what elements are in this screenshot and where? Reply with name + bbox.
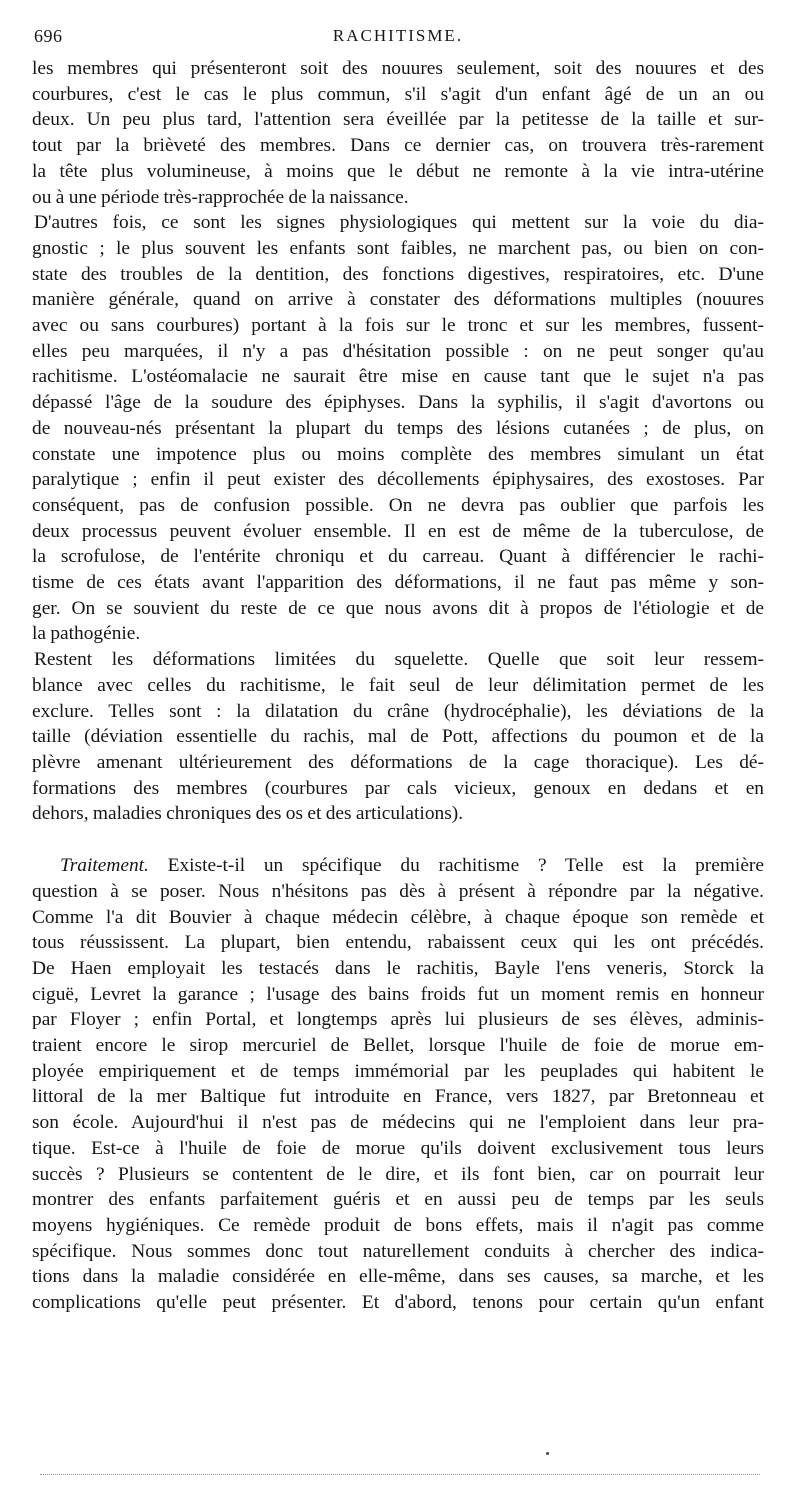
text-line: la pathogénie. bbox=[32, 623, 141, 645]
text-line: ou à une période très-rapprochée de la naissance. bbox=[32, 186, 409, 208]
text-line: De Haen employait les testacés dans le rachitis, Bayle l'ens veneris, Storck la bbox=[32, 957, 764, 979]
text-line: la scrofulose, de l'entérite chroniqu et du carreau. Quant à différencier le rachi- bbox=[32, 546, 764, 568]
text-line: tique. Est-ce à l'huile de foie de morue qu'ils doivent exclusivement tous leurs bbox=[32, 1137, 764, 1159]
page-number: 696 bbox=[34, 26, 63, 46]
book-page bbox=[32, 26, 764, 1316]
paragraph-1 bbox=[32, 56, 764, 210]
page-bottom-rule bbox=[40, 1474, 760, 1475]
text-line: son école. Aujourd'hui il n'est pas de médecins qui ne l'emploient dans leur pra- bbox=[32, 1112, 764, 1134]
text-line: littoral de la mer Baltique fut introduite en France, vers 1827, par Bretonneau et bbox=[32, 1086, 764, 1108]
text-line: plèvre amenant ultérieurement des déformations de la cage thoracique). Les dé- bbox=[32, 751, 764, 773]
text-line: dehors, maladies chroniques des os et des articulations). bbox=[32, 803, 464, 825]
paragraph-3 bbox=[32, 647, 764, 827]
text-line: les membres qui présenteront soit des nouures seulement, soit des nouures et des bbox=[32, 58, 764, 79]
text-line: Comme l'a dit Bouvier à chaque médecin célèbre, à chaque époque son remède et bbox=[32, 906, 764, 928]
text-line: paralytique ; enfin il peut exister des décollements épiphysaires, des exostoses. Par bbox=[32, 469, 764, 491]
text-line: rachitisme. L'ostéomalacie ne saurait être mise en cause tant que le sujet n'a pas bbox=[32, 366, 764, 388]
text-line: tions dans la maladie considérée en elle-même, dans ses causes, sa marche, et les bbox=[32, 1266, 764, 1288]
text-line: complications qu'elle peut présenter. Et d'abord, tenons pour certain qu'un enfant bbox=[32, 1292, 764, 1314]
text-line: moyens hygiéniques. Ce remède produit de bons effets, mais il n'agit pas comme bbox=[32, 1214, 764, 1236]
text-line: avec ou sans courbures) portant à la fois sur le tronc et sur les membres, fussent- bbox=[32, 315, 764, 337]
text-line: traient encore le sirop mercuriel de Bellet, lorsque l'huile de foie de morue em- bbox=[32, 1035, 764, 1057]
text-line: courbures, c'est le cas le plus commun, s'il s'agit d'un enfant âgé de un an ou bbox=[32, 83, 764, 105]
text-line: state des troubles de la dentition, des fonctions digestives, respiratoires, etc. D'une bbox=[32, 263, 764, 285]
text-line-rest: Existe-t-il un spécifique du rachitisme ? Telle est la première bbox=[148, 855, 764, 877]
text-line: spécifique. Nous sommes donc tout naturellement conduits à chercher des indica- bbox=[32, 1240, 764, 1262]
text-line: conséquent, pas de confusion possible. On ne devra pas oublier que parfois les bbox=[32, 494, 764, 516]
page-header bbox=[32, 26, 764, 54]
text-line: par Floyer ; enfin Portal, et longtemps après lui plusieurs de ses élèves, adminis- bbox=[32, 1009, 764, 1031]
text-line: ployée empiriquement et de temps immémorial par les peuplades qui habitent le bbox=[32, 1060, 764, 1082]
text-line: Restent les déformations limitées du squelette. Quelle que soit leur ressem- bbox=[34, 649, 764, 671]
text-line: deux. Un peu plus tard, l'attention sera éveillée par la petitesse de la taille et sur- bbox=[32, 109, 764, 131]
text-line: formations des membres (courbures par cals vicieux, genoux en dedans et en bbox=[32, 777, 764, 799]
paragraph-2 bbox=[32, 210, 764, 647]
text-line: exclure. Telles sont : la dilatation du crâne (hydrocéphalie), les déviations de la bbox=[32, 700, 764, 722]
text-line: manière générale, quand on arrive à constater des déformations multiples (nouures bbox=[32, 289, 764, 311]
text-line: gnostic ; le plus souvent les enfants sont faibles, ne marchent pas, ou bien on con- bbox=[32, 237, 764, 259]
text-line: succès ? Plusieurs se contentent de le dire, et ils font bien, car on pourrait leur bbox=[32, 1163, 764, 1185]
text-line: taille (déviation essentielle du rachis, mal de Pott, affections du poumon et de la bbox=[32, 726, 764, 748]
text-line: blance avec celles du rachitisme, le fait seul de leur délimitation permet de les bbox=[32, 674, 764, 696]
text-line: la tête plus volumineuse, à moins que le début ne remonte à la vie intra-utérine bbox=[32, 160, 764, 182]
text-line: tout par la brièveté des membres. Dans ce dernier cas, on trouvera très-rarement bbox=[32, 135, 764, 157]
text-line: montrer des enfants parfaitement guéris et en aussi peu de temps par les seuls bbox=[32, 1189, 764, 1211]
text-line: question à se poser. Nous n'hésitons pas dès à présent à répondre par la négative. bbox=[32, 880, 764, 902]
text-line: ger. On se souvient du reste de ce que nous avons dit à propos de l'étiologie et de bbox=[32, 597, 764, 619]
ink-speck bbox=[546, 1452, 549, 1455]
text-line: elles peu marquées, il n'y a pas d'hésitation possible : on ne peut songer qu'au bbox=[32, 340, 764, 362]
text-line: constate une impotence plus ou moins complète des membres simulant un état bbox=[32, 443, 764, 465]
text-line: ciguë, Levret la garance ; l'usage des bains froids fut un moment remis en honneur bbox=[32, 983, 764, 1005]
text-line: D'autres fois, ce sont les signes physiologiques qui mettent sur la voie du dia- bbox=[34, 212, 764, 234]
paragraph-4 bbox=[32, 853, 764, 1316]
text-line: dépassé l'âge de la soudure des épiphyses. Dans la syphilis, il s'agit d'avortons ou bbox=[32, 392, 764, 414]
running-title: RACHITISME. bbox=[332, 26, 464, 45]
section-heading: Traitement. bbox=[60, 855, 149, 877]
text-line: de nouveau-nés présentant la plupart du temps des lésions cutanées ; de plus, on bbox=[32, 417, 764, 439]
text-line: tisme de ces états avant l'apparition des déformations, il ne faut pas même y son- bbox=[32, 572, 764, 594]
text-line bbox=[32, 853, 764, 879]
text-line: deux processus peuvent évoluer ensemble. Il en est de même de la tuberculose, de bbox=[32, 520, 764, 542]
text-line: tous réussissent. La plupart, bien entendu, rabaissent ceux qui les ont précédés. bbox=[32, 932, 764, 954]
